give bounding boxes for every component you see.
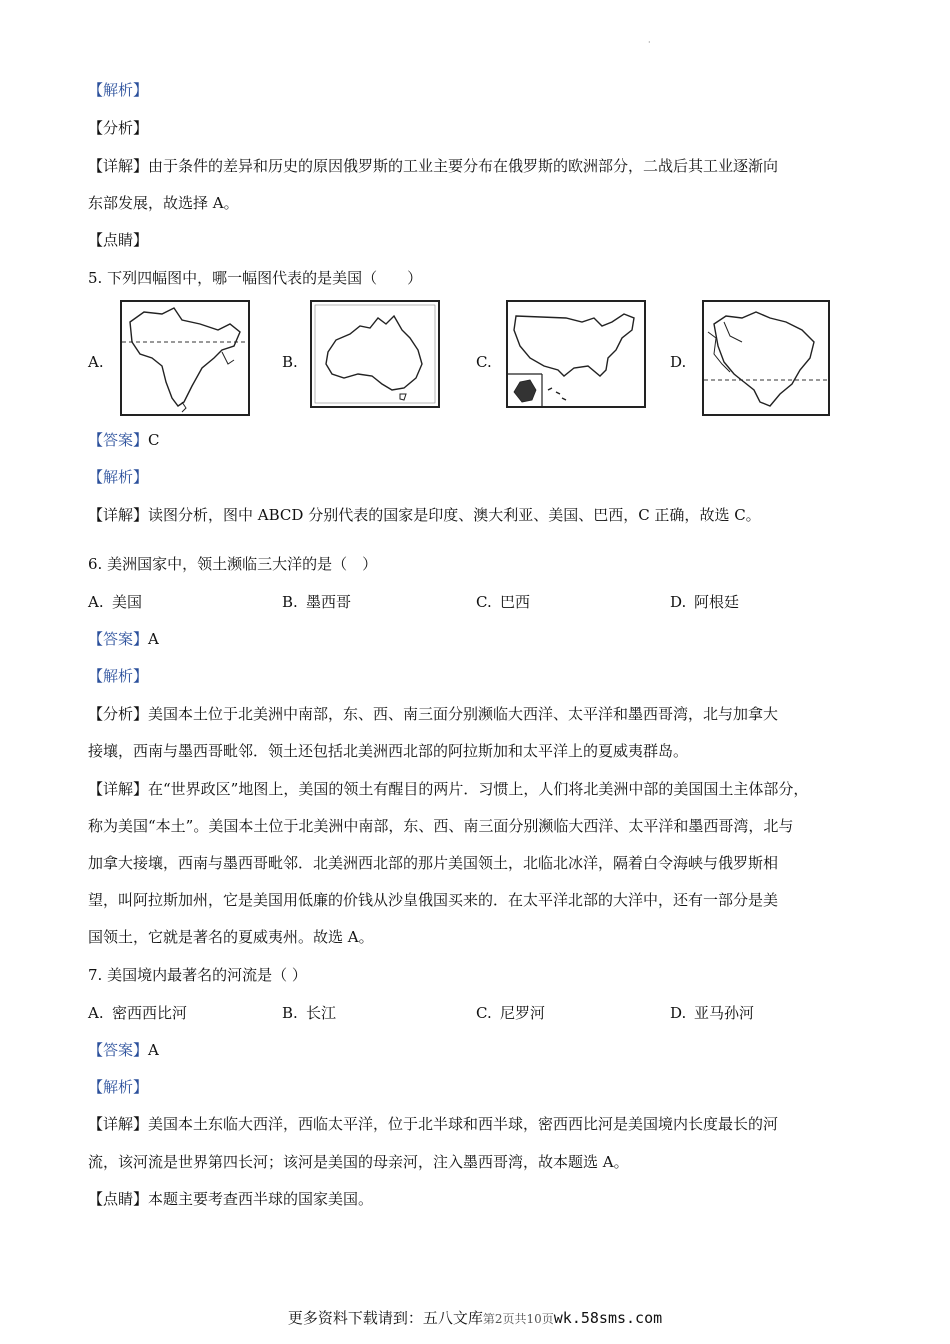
answer-value: A <box>148 630 159 648</box>
q7-option-c <box>476 1003 545 1023</box>
q6-jiexi-tag: 【解析】 <box>88 667 149 685</box>
q5-stem: 5. 下列四幅图中，哪一幅图代表的是美国（ ） <box>88 269 423 287</box>
q4-jiexi-tag: 【解析】 <box>88 81 149 99</box>
q6-stem: 6. 美洲国家中，领土濒临三大洋的是（ ） <box>88 555 378 573</box>
answer-tag: 【答案】 <box>88 630 149 648</box>
answer-value: C <box>148 431 160 449</box>
option-letter: D. <box>670 593 687 611</box>
option-letter: A. <box>88 593 104 611</box>
fenxi-tag: 【分析】 <box>88 705 149 723</box>
option-letter: C. <box>476 353 492 371</box>
q7-jiexi-tag: 【解析】 <box>88 1078 149 1096</box>
q6-xiangjie-line1 <box>88 779 878 799</box>
q6-options <box>88 592 878 612</box>
dianjing-text: 本题主要考查西半球的国家美国。 <box>148 1190 374 1208</box>
option-text: 巴西 <box>500 593 531 611</box>
usa-map <box>506 300 646 408</box>
q6-option-d <box>670 592 739 612</box>
q7-xiangjie-line2: 流，该河流是世界第四长河；该河是美国的母亲河，注入墨西哥湾，故本题选 A。 <box>88 1153 629 1171</box>
q4-dianjing-tag: 【点睛】 <box>88 231 149 249</box>
option-letter: D. <box>670 1004 687 1022</box>
answer-tag: 【答案】 <box>88 1041 149 1059</box>
xiangjie-text: 美国本土东临大西洋，西临太平洋，位于北半球和西半球，密西西比河是美国境内长度最长的河 <box>148 1115 779 1133</box>
scan-dot: · <box>648 38 651 47</box>
xiangjie-text: 在“世界政区”地图上，美国的领土有醒目的两片．习惯上，人们将北美洲中部的美国国土主体部分， <box>148 780 809 798</box>
q7-answer <box>88 1040 878 1060</box>
q4-xiangjie-line2: 东部发展，故选择 A。 <box>88 194 239 212</box>
option-letter: C. <box>476 593 492 611</box>
xiangjie-tag: 【详解】 <box>88 157 149 175</box>
q4-xiangjie-line1 <box>88 156 878 176</box>
q6-xiangjie-line2: 称为美国“本土”。美国本土位于北美洲中南部，东、西、南三面分别濒临大西洋、太平洋和墨西哥湾，北与 <box>88 817 794 835</box>
option-letter: D. <box>670 353 687 371</box>
option-text: 墨西哥 <box>306 593 352 611</box>
dianjing-tag: 【点睛】 <box>88 1190 149 1208</box>
answer-value: A <box>148 1041 159 1059</box>
q6-xiangjie-line5: 国领土，它就是著名的夏威夷州。故选 A。 <box>88 928 374 946</box>
q6-option-b <box>282 592 351 612</box>
q7-xiangjie-line1 <box>88 1114 878 1134</box>
option-letter: A. <box>88 353 104 371</box>
q5-answer <box>88 430 878 450</box>
answer-tag: 【答案】 <box>88 431 149 449</box>
q7-dianjing <box>88 1189 878 1209</box>
option-text: 亚马孙河 <box>694 1004 755 1022</box>
q5-jiexi-tag: 【解析】 <box>88 468 149 486</box>
option-text: 密西西比河 <box>112 1004 188 1022</box>
option-letter: B. <box>282 593 298 611</box>
xiangjie-tag: 【详解】 <box>88 506 149 524</box>
q6-answer <box>88 629 878 649</box>
footer-url[interactable]: wk.58sms.com <box>553 1309 663 1327</box>
q6-xiangjie-line3: 加拿大接壤，西南与墨西哥毗邻．北美洲西北部的那片美国领土，北临北冰洋，隔着白令海峡与俄罗斯相 <box>88 854 779 872</box>
q6-option-c <box>476 592 530 612</box>
option-text: 美国 <box>112 593 143 611</box>
q4-fenxi-tag: 【分析】 <box>88 119 149 137</box>
q7-options <box>88 1003 878 1023</box>
australia-map <box>310 300 440 408</box>
option-letter: B. <box>282 1004 298 1022</box>
option-text: 尼罗河 <box>500 1004 546 1022</box>
brazil-map <box>702 300 830 416</box>
q7-stem: 7. 美国境内最著名的河流是（ ） <box>88 966 307 984</box>
q6-xiangjie-line4: 望，叫阿拉斯加州，它是美国用低廉的价钱从沙皇俄国买来的．在太平洋北部的大洋中，还有一部分是美 <box>88 891 779 909</box>
option-letter: B. <box>282 353 298 371</box>
option-text: 阿根廷 <box>694 593 740 611</box>
option-letter: C. <box>476 1004 492 1022</box>
option-text: 长江 <box>306 1004 337 1022</box>
option-letter: A. <box>88 1004 104 1022</box>
xiangjie-text: 读图分析，图中 ABCD 分别代表的国家是印度、澳大利亚、美国、巴西，C 正确，故选 C。 <box>148 506 761 524</box>
fenxi-text: 美国本土位于北美洲中南部，东、西、南三面分别濒临大西洋、太平洋和墨西哥湾，北与加拿大 <box>148 705 779 723</box>
xiangjie-text: 由于条件的差异和历史的原因俄罗斯的工业主要分布在俄罗斯的欧洲部分，二战后其工业逐渐向 <box>148 157 779 175</box>
q7-option-a <box>88 1003 187 1023</box>
xiangjie-tag: 【详解】 <box>88 1115 149 1133</box>
india-map <box>120 300 250 416</box>
q6-fenxi-line2: 接壤，西南与墨西哥毗邻．领土还包括北美洲西北部的阿拉斯加和太平洋上的夏威夷群岛。 <box>88 742 689 760</box>
q7-option-b <box>282 1003 336 1023</box>
q5-xiangjie <box>88 505 878 525</box>
q6-fenxi-line1 <box>88 704 878 724</box>
q7-option-d <box>670 1003 754 1023</box>
footer-page-number: 第2页共10页 <box>482 1312 554 1326</box>
page-footer <box>0 1308 950 1329</box>
xiangjie-tag: 【详解】 <box>88 780 149 798</box>
q6-option-a <box>88 592 142 612</box>
footer-text: 更多资料下载请到：五八文库 <box>287 1309 483 1327</box>
